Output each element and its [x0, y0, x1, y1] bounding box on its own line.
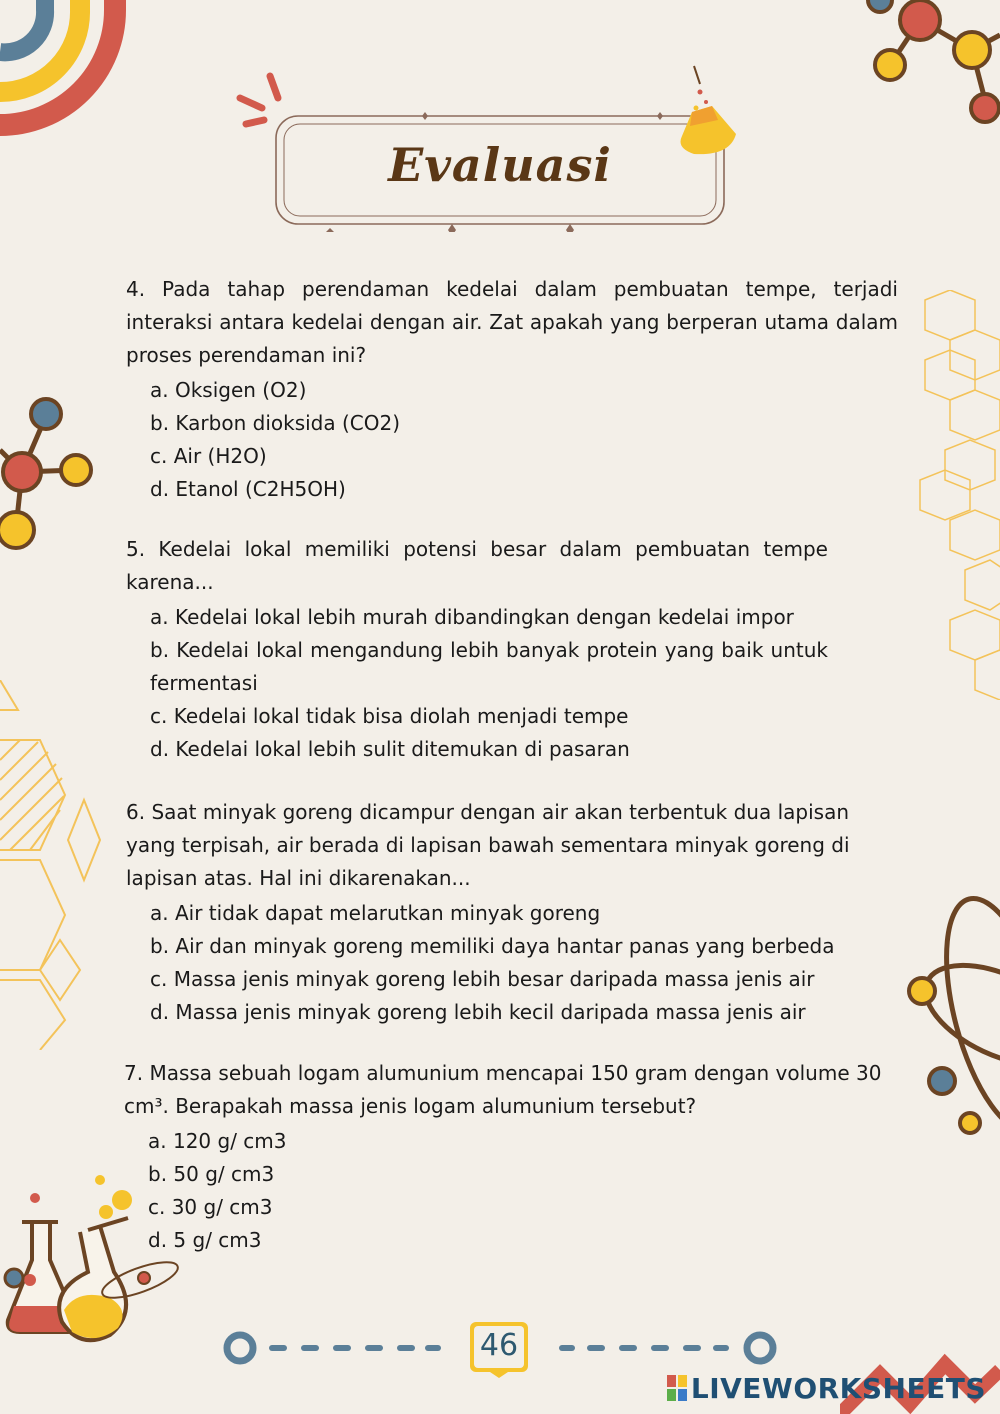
answer-option-d[interactable]: d. Kedelai lokal lebih sulit ditemukan di pasaran	[150, 737, 630, 761]
answer-option-d[interactable]: d. 5 g/ cm3	[148, 1228, 262, 1252]
answer-options	[126, 374, 898, 506]
question-stem: 4. Pada tahap perendaman kedelai dalam pembuatan tempe, terjadi interaksi antara kedelai dengan air. Zat apakah yang berperan utama dalam proses perendaman ini?	[126, 277, 898, 367]
question-4	[126, 273, 898, 506]
answer-option-d[interactable]: d. Massa jenis minyak goreng lebih kecil daripada massa jenis air	[150, 1000, 806, 1024]
page-number: 46	[479, 1328, 519, 1363]
answer-option-a[interactable]: a. Oksigen (O2)	[150, 378, 307, 402]
answer-options	[126, 601, 828, 766]
answer-option-a[interactable]: a. Air tidak dapat melarutkan minyak goreng	[150, 901, 601, 925]
answer-option-a[interactable]: a. Kedelai lokal lebih murah dibandingkan dengan kedelai impor	[150, 605, 794, 629]
brand-text: LIVEWORKSHEETS	[690, 1372, 986, 1405]
molecule-left-decoration	[0, 390, 100, 560]
question-stem: 6. Saat minyak goreng dicampur dengan air akan terbentuk dua lapisan yang terpisah, air berada di lapisan bawah sementara minyak goreng di lapisan atas. Hal ini dikarenakan...	[126, 800, 850, 890]
answer-option-b[interactable]: b. Kedelai lokal mengandung lebih banyak protein yang baik untuk fermentasi	[150, 638, 828, 695]
answer-option-a[interactable]: a. 120 g/ cm3	[148, 1129, 287, 1153]
liveworksheets-logo-icon	[667, 1375, 687, 1401]
hexagon-pattern-right-decoration	[905, 290, 1000, 700]
question-6	[126, 796, 896, 1029]
question-7	[124, 1057, 924, 1257]
liveworksheets-brand	[667, 1372, 986, 1405]
answer-option-b[interactable]: b. Air dan minyak goreng memiliki daya hantar panas yang berbeda	[150, 934, 835, 958]
answer-option-c[interactable]: c. Air (H2O)	[150, 444, 267, 468]
question-5	[126, 533, 828, 766]
page-title: Evaluasi	[388, 138, 612, 192]
answer-option-c[interactable]: c. Kedelai lokal tidak bisa diolah menjadi tempe	[150, 704, 629, 728]
question-stem: 5. Kedelai lokal memiliki potensi besar dalam pembuatan tempe karena...	[126, 537, 828, 594]
molecule-top-right-decoration	[860, 0, 1000, 130]
hatched-hexagon-left-decoration	[0, 680, 110, 1050]
answer-option-b[interactable]: b. 50 g/ cm3	[148, 1162, 275, 1186]
answer-options	[124, 1125, 924, 1257]
answer-option-d[interactable]: d. Etanol (C2H5OH)	[150, 477, 346, 501]
answer-option-c[interactable]: c. 30 g/ cm3	[148, 1195, 273, 1219]
sparkle-lines-icon	[232, 68, 292, 138]
answer-options	[126, 897, 896, 1029]
answer-option-c[interactable]: c. Massa jenis minyak goreng lebih besar daripada massa jenis air	[150, 967, 815, 991]
answer-option-b[interactable]: b. Karbon dioksida (CO2)	[150, 411, 401, 435]
question-stem: 7. Massa sebuah logam alumunium mencapai 150 gram dengan volume 30 cm³. Berapakah massa jenis logam alumunium tersebut?	[124, 1061, 882, 1118]
rainbow-arcs-decoration	[0, 0, 140, 140]
